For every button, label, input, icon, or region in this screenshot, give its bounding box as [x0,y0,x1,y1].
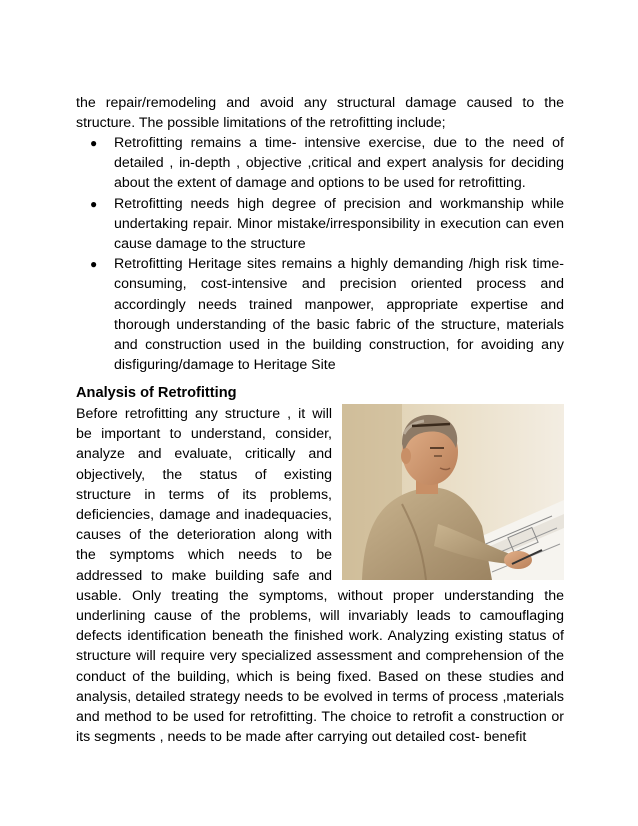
architect-drawing-photo [342,404,564,580]
list-item [76,254,564,375]
bullet-icon: ● [90,257,98,272]
list-item-text: Retrofitting needs high degree of precision and workmanship while undertaking repair. Minor mistake/irresponsibility in execution can even cause damage to the structure [114,195,564,253]
list-item [76,194,564,255]
list-item [76,133,564,194]
bullet-icon: ● [90,136,98,150]
analysis-section [76,404,564,747]
bullet-icon: ● [90,196,98,211]
limitations-list [76,133,564,375]
list-item-text: Retrofitting Heritage sites remains a highly demanding /high risk time- consuming, cost-intensive and precision oriented process and accordingly needs trained manpower, appropriate expertise and thorough understanding of the basic fabric of the structure, materials and construction used in the building construction, for avoiding any disfiguring/damage to Heritage Site [114,256,564,374]
list-item-text: Retrofitting remains a time- intensive exercise, due to the need of detailed , in-depth , objective ,critical and expert analysis for deciding about the extent of damage and options to be used for retrofitting. [114,135,564,192]
section-heading: Analysis of Retrofitting [76,385,237,401]
intro-paragraph: the repair/remodeling and avoid any structural damage caused to the structure. The possible limitations of the retrofitting include; [76,95,564,132]
analysis-paragraph: Before retrofitting any structure , it will be important to understand, consider, analyze and evaluate, critically and objectively, the status of existing structure in terms of its problems, deficiencies, damage and inadequacies, causes of the deterioration along with the symptoms which needs to be addressed to make building safe and usable. Only treating the symptoms, without proper understanding the underlining cause of the problems, will invariably leads to camouflaging defects identification beneath the finished work. Analyzing existing status of structure will require very specialized assessment and comprehension of the conduct of the building, which is being fixed. Based on these studies and analysis, detailed strategy needs to be evolved in terms of process ,materials and method to be used for retrofitting. The choice to retrofit a construction or its segments , needs to be made after carrying out detailed cost- benefit [76,406,564,746]
